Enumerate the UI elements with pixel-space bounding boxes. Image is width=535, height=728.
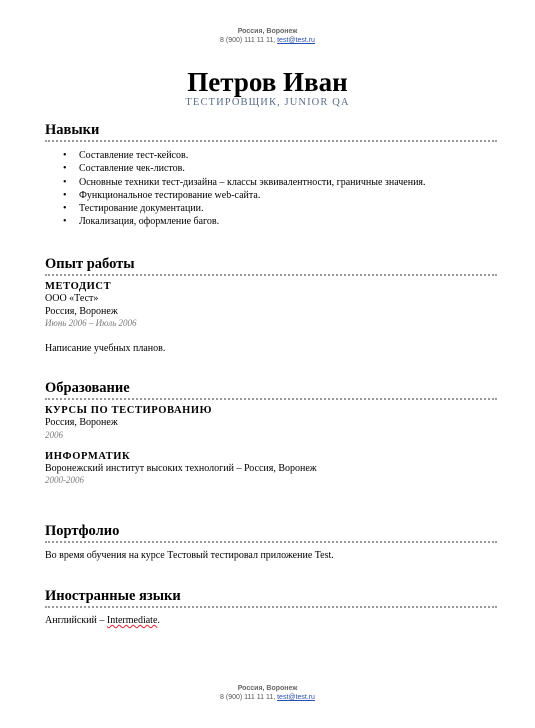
education-name: КУРСЫ ПО ТЕСТИРОВАНИЮ — [45, 405, 213, 416]
bullet-icon: • — [63, 203, 67, 215]
skills-heading: Навыки — [45, 122, 497, 142]
education-section — [45, 380, 497, 486]
bullet-icon: • — [63, 163, 67, 175]
list-item: • Тестирование документации. — [63, 203, 204, 215]
list-item: • Основные техники тест-дизайна – классы эквивалентности, граничные значения. — [63, 176, 426, 188]
education-heading: Образование — [45, 380, 497, 400]
list-item: • Составление тест-кейсов. — [63, 150, 189, 161]
education-place: Воронежский институт высоких технологий – Россия, Воронеж — [45, 462, 317, 474]
portfolio-text: Во время обучения на курсе Тестовый тестировал приложение Test. — [45, 550, 334, 561]
job-dates: Июнь 2006 – Июль 2006 — [45, 318, 137, 328]
language-level: Intermediate — [106, 615, 158, 626]
education-name: ИНФОРМАТИК — [45, 450, 131, 462]
bullet-icon: • — [63, 216, 67, 228]
job-company: ООО «Тест» — [45, 293, 99, 304]
list-item: • Локализация, оформление багов. — [63, 216, 220, 228]
education-dates: 2000-2006 — [45, 475, 84, 485]
bullet-icon: • — [63, 150, 67, 161]
list-item: • Составление чек-листов. — [63, 163, 185, 175]
portfolio-heading: Портфолио — [45, 523, 497, 543]
portfolio-section — [45, 523, 497, 562]
footer-location: Россия, Воронеж — [237, 685, 298, 692]
education-dates: 2006 — [45, 429, 63, 440]
candidate-role: ТЕСТИРОВЩИК, JUNIOR QA — [185, 97, 350, 108]
footer-email-link[interactable]: test@test.ru — [277, 694, 315, 701]
job-description: Написание учебных планов. — [45, 343, 166, 354]
experience-heading: Опыт работы — [45, 256, 497, 276]
experience-section — [45, 256, 497, 355]
languages-section — [45, 588, 497, 627]
header-location: Россия, Воронеж — [237, 28, 298, 35]
footer-contacts — [0, 693, 535, 702]
education-place: Россия, Воронеж — [45, 417, 118, 428]
header-email-link[interactable]: test@test.ru — [277, 37, 315, 44]
languages-heading: Иностранные языки — [45, 588, 497, 608]
page-footer — [0, 684, 535, 702]
job-location: Россия, Воронеж — [45, 305, 118, 317]
candidate-name: Петров Иван — [187, 67, 348, 97]
bullet-icon: • — [63, 176, 67, 188]
list-item: • Функциональное тестирование web-сайта. — [63, 189, 261, 201]
job-position: МЕТОДИСТ — [45, 281, 112, 292]
skills-section — [45, 122, 497, 229]
header-phone: 8 (900) 111 11 11, — [220, 37, 278, 44]
languages-text: Английский – Intermediate. — [45, 615, 160, 626]
footer-phone: 8 (900) 111 11 11, — [220, 694, 278, 701]
page-header — [0, 27, 535, 45]
skills-list — [45, 149, 497, 229]
header-contacts — [0, 36, 535, 45]
bullet-icon: • — [63, 189, 67, 201]
